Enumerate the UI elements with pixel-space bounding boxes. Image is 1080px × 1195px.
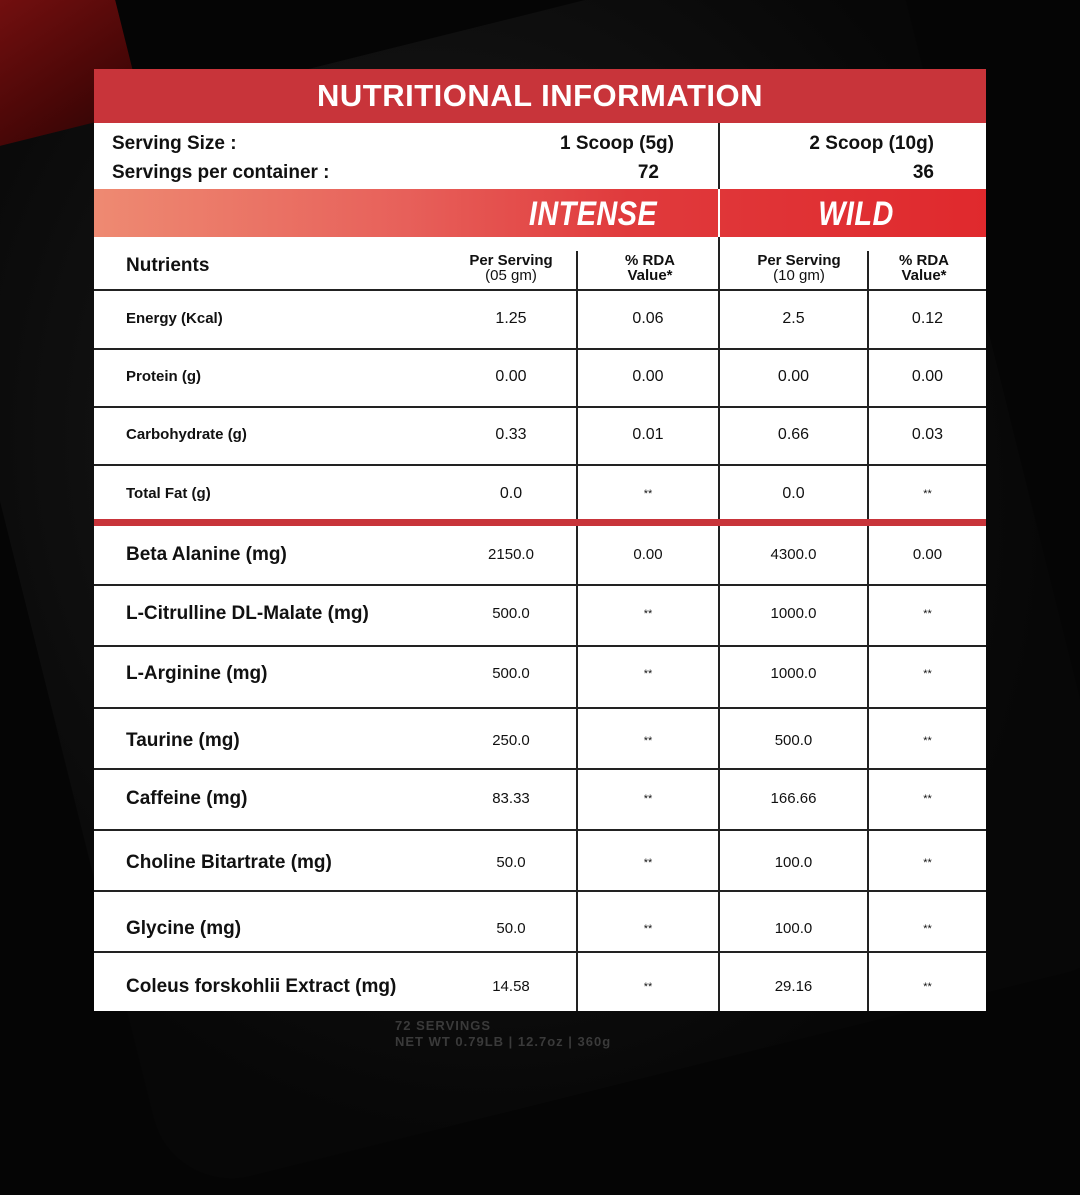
serving-divider — [718, 123, 720, 189]
row-line-10 — [94, 890, 986, 892]
header-wild-per-serving — [734, 253, 864, 283]
header-intense-rda-line1: % RDA — [624, 252, 675, 269]
row-line-7 — [94, 707, 986, 709]
variant-intense: INTENSE — [528, 195, 658, 233]
header-bottom-line — [94, 289, 986, 291]
cell-intense-per: 250.0 — [492, 732, 530, 749]
header-wild-per-serving-sub: (10 gm) — [773, 267, 825, 284]
cell-intense-per: 500.0 — [492, 605, 530, 622]
header-intense-per-serving-sub: (05 gm) — [485, 267, 537, 284]
cell-wild-rda: 0.00 — [911, 368, 944, 385]
nutrient-name: Protein (g) — [126, 368, 201, 385]
header-wild-rda-line1: % RDA — [898, 252, 949, 269]
nutrient-name: Total Fat (g) — [126, 485, 211, 502]
cell-intense-rda: ** — [643, 735, 653, 747]
variant-divider — [718, 189, 720, 237]
cell-wild-per: 0.66 — [777, 426, 810, 443]
header-intense-per-serving-label: Per Serving — [469, 252, 553, 269]
cell-intense-per: 14.58 — [492, 978, 530, 995]
cell-wild-rda: ** — [923, 857, 932, 869]
cell-wild-rda: ** — [923, 981, 932, 993]
cell-intense-per: 0.33 — [495, 426, 527, 443]
cell-wild-per: 100.0 — [774, 854, 813, 871]
cell-intense-per: 500.0 — [492, 665, 530, 682]
cell-wild-rda: ** — [923, 668, 932, 680]
row-line-3 — [94, 464, 986, 466]
cell-wild-per: 166.66 — [770, 790, 817, 807]
nutrient-name: L-Citrulline DL-Malate (mg) — [126, 603, 369, 624]
cell-intense-rda: ** — [643, 488, 653, 500]
intense-serving-size: 1 Scoop (5g) — [559, 133, 674, 154]
nutrient-name: Coleus forskohlii Extract (mg) — [126, 976, 397, 997]
jar-net-weight-text: NET WT 0.79LB | 12.7oz | 360g — [395, 1034, 612, 1049]
cell-intense-per: 0.00 — [495, 368, 527, 385]
col-divider-header-2 — [718, 237, 720, 291]
nutrient-name: Energy (Kcal) — [126, 310, 223, 327]
cell-intense-rda: 0.06 — [632, 310, 664, 327]
header-nutrients: Nutrients — [126, 255, 210, 276]
header-wild-rda-line2: Value* — [901, 267, 947, 284]
nutrient-name: Glycine (mg) — [126, 918, 242, 939]
col-divider-3 — [867, 291, 869, 1011]
row-line-6 — [94, 645, 986, 647]
cell-wild-per: 4300.0 — [770, 546, 817, 563]
row-line-8 — [94, 768, 986, 770]
serving-size-label: Serving Size : — [112, 133, 237, 154]
nutrient-name: Caffeine (mg) — [126, 788, 248, 809]
cell-wild-rda: 0.00 — [912, 546, 943, 563]
cell-wild-rda: 0.12 — [911, 310, 944, 327]
cell-intense-rda: 0.01 — [632, 426, 664, 443]
cell-wild-rda: ** — [923, 923, 932, 935]
jar-servings-text: 72 SERVINGS — [395, 1018, 492, 1033]
row-line-9 — [94, 829, 986, 831]
nutrient-name: Beta Alanine (mg) — [126, 544, 287, 565]
cell-intense-rda: 0.00 — [633, 546, 663, 563]
col-divider-2 — [718, 291, 720, 1011]
cell-wild-rda: 0.03 — [911, 426, 944, 443]
cell-intense-rda: ** — [643, 793, 653, 805]
cell-wild-rda: ** — [923, 735, 932, 747]
cell-intense-rda: ** — [643, 668, 653, 680]
header-wild-rda — [866, 253, 982, 283]
cell-intense-rda: ** — [643, 981, 653, 993]
cell-intense-rda: ** — [643, 923, 653, 935]
cell-intense-per: 50.0 — [496, 854, 526, 871]
wild-serving-size: 2 Scoop (10g) — [809, 133, 934, 154]
cell-wild-rda: ** — [923, 793, 932, 805]
section-separator — [94, 519, 986, 526]
nutrient-name: L-Arginine (mg) — [126, 663, 268, 684]
nutrient-name: Carbohydrate (g) — [126, 426, 247, 443]
cell-wild-per: 29.16 — [774, 978, 813, 995]
cell-intense-per: 50.0 — [496, 920, 526, 937]
intense-servings-count: 72 — [637, 162, 659, 183]
table-title: NUTRITIONAL INFORMATION — [94, 69, 986, 123]
col-divider-header-3 — [867, 251, 869, 291]
variant-wild: WILD — [818, 195, 894, 233]
row-line-2 — [94, 406, 986, 408]
cell-intense-per: 2150.0 — [488, 546, 534, 563]
col-divider-1 — [576, 291, 578, 1011]
cell-wild-rda: ** — [923, 608, 932, 620]
cell-wild-per: 0.00 — [777, 368, 810, 385]
row-line-1 — [94, 348, 986, 350]
nutrition-table — [94, 69, 986, 1011]
col-divider-header-1 — [576, 251, 578, 291]
header-wild-per-serving-label: Per Serving — [757, 252, 841, 269]
cell-wild-rda: ** — [923, 488, 932, 500]
cell-intense-per: 1.25 — [495, 310, 527, 327]
cell-intense-rda: ** — [643, 857, 653, 869]
jar-label-text — [395, 1018, 695, 1078]
cell-wild-per: 1000.0 — [770, 665, 817, 682]
row-line-11 — [94, 951, 986, 953]
cell-wild-per: 1000.0 — [770, 605, 817, 622]
nutrient-name: Taurine (mg) — [126, 730, 240, 751]
header-intense-rda-line2: Value* — [627, 267, 673, 284]
cell-wild-per: 100.0 — [774, 920, 813, 937]
variant-header-bar — [94, 189, 986, 237]
wild-servings-count: 36 — [912, 162, 934, 183]
header-intense-rda — [590, 253, 710, 283]
header-intense-per-serving — [446, 253, 576, 283]
cell-wild-per: 500.0 — [774, 732, 813, 749]
cell-intense-per: 83.33 — [492, 790, 530, 807]
cell-wild-per: 2.5 — [782, 310, 805, 327]
cell-wild-per: 0.0 — [782, 485, 805, 502]
row-line-5 — [94, 584, 986, 586]
servings-per-container-label: Servings per container : — [112, 162, 330, 183]
nutrient-name: Choline Bitartrate (mg) — [126, 852, 332, 873]
cell-intense-rda: 0.00 — [632, 368, 664, 385]
cell-intense-per: 0.0 — [499, 485, 523, 502]
cell-intense-rda: ** — [643, 608, 653, 620]
